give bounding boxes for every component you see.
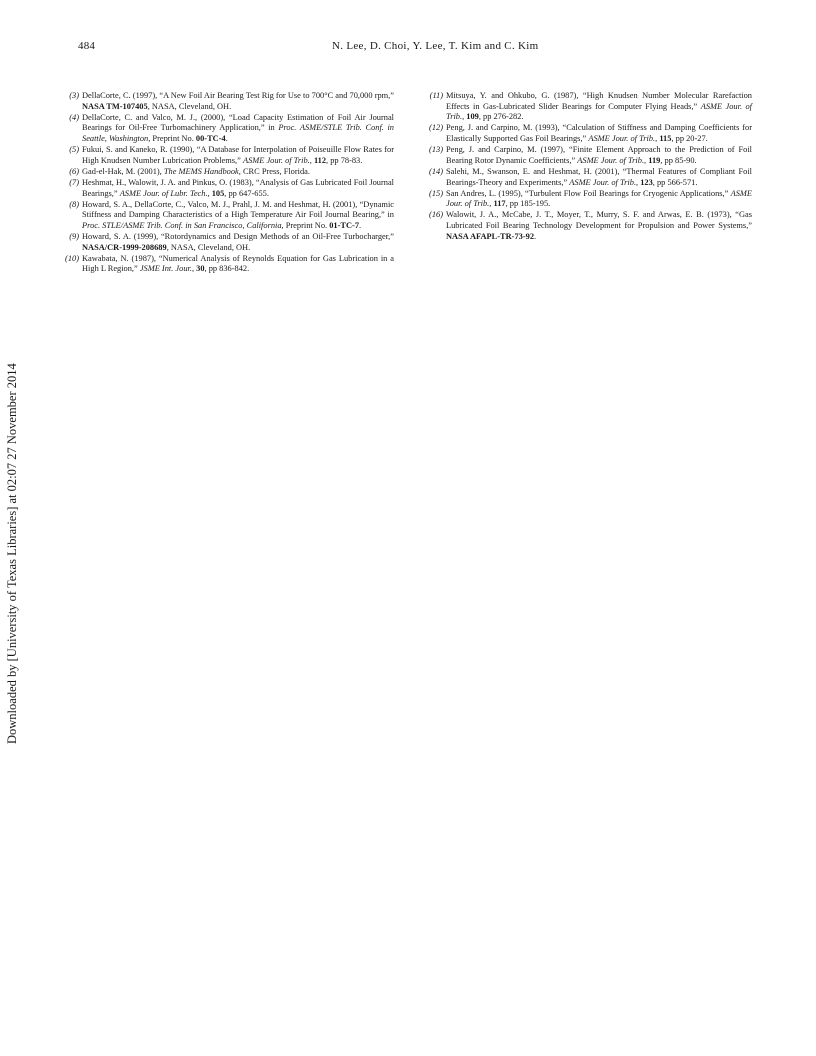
reference-bold-segment: NASA/CR-1999-208689 — [82, 242, 167, 252]
reference-segment: Walowit, J. A., McCabe, J. T., Moyer, T., Murry, S. F. and Arwas, E. B. (1973), “Gas Lubricated Foil Bearing Technology Development for Propulsion and Power Systems,” — [446, 210, 752, 230]
reference-italic-segment: ASME Jour. of Trib. — [446, 101, 752, 122]
reference-segment: , pp 20-27. — [671, 134, 708, 144]
reference-entry — [64, 113, 394, 145]
reference-entry — [416, 91, 752, 123]
references-left-column — [64, 91, 394, 275]
reference-italic-segment: ASME Jour. of Trib. — [577, 155, 645, 165]
reference-number: (15) — [429, 188, 443, 198]
reference-segment: , — [644, 155, 649, 165]
reference-entry — [416, 167, 752, 188]
reference-text — [82, 254, 394, 275]
download-watermark: Downloaded by [University of Texas Libraries] at 02:07 27 November 2014 — [5, 363, 19, 744]
reference-text — [446, 145, 752, 166]
reference-segment: . — [225, 134, 228, 144]
reference-segment: . — [359, 220, 362, 230]
page-number: 484 — [78, 40, 96, 52]
reference-text — [446, 210, 752, 242]
running-head: N. Lee, D. Choi, Y. Lee, T. Kim and C. Kim — [332, 40, 539, 52]
reference-segment: Kawabata, N. (1987), “Numerical Analysis of Reynolds Equation for Gas Lubrication in a High L Region,” — [82, 253, 394, 274]
reference-text — [82, 178, 394, 199]
reference-segment: , pp 85-90. — [660, 155, 697, 165]
reference-text — [446, 189, 752, 210]
reference-number: (6) — [69, 166, 79, 176]
reference-segment: , — [462, 112, 467, 122]
reference-segment: , — [191, 264, 197, 274]
reference-bold-segment: 30 — [196, 264, 205, 274]
reference-segment: , — [489, 199, 494, 209]
reference-text — [82, 91, 394, 112]
reference-segment: , pp 836-842. — [204, 264, 250, 274]
reference-segment: , — [309, 155, 314, 165]
reference-number: (10) — [65, 253, 79, 263]
references-right-column — [416, 91, 752, 243]
reference-number: (7) — [69, 177, 79, 187]
reference-bold-segment: 00-TC-4 — [195, 134, 226, 144]
reference-text — [82, 145, 394, 166]
reference-number: (9) — [69, 231, 79, 241]
reference-entry — [416, 189, 752, 210]
reference-segment: DellaCorte, C. and Valco, M. J., (2000), “Load Capacity Estimation of Foil Air Journal Bearings for Oil-Free Turbomachinery Application,” in — [82, 112, 394, 133]
reference-text — [446, 123, 752, 144]
reference-number: (8) — [69, 199, 79, 209]
reference-segment: . — [534, 231, 537, 241]
reference-segment: , Preprint No. — [148, 134, 196, 144]
reference-bold-segment: 105 — [211, 188, 225, 198]
reference-bold-segment: 115 — [659, 134, 672, 144]
reference-number: (3) — [69, 91, 79, 100]
reference-text — [82, 200, 394, 232]
reference-text — [82, 167, 394, 178]
reference-entry — [64, 167, 394, 178]
reference-italic-segment: ASME Jour. of Trib. — [242, 155, 310, 165]
reference-text — [446, 91, 752, 123]
reference-entry — [64, 145, 394, 166]
reference-text — [446, 167, 752, 188]
reference-italic-segment: ASME Jour. of Lubr. Tech. — [119, 188, 208, 198]
reference-entry — [416, 145, 752, 166]
reference-text — [82, 113, 394, 145]
reference-segment: San Andres, L. (1995), “Turbulent Flow Foil Bearings for Cryogenic Applications,” — [446, 188, 731, 198]
reference-segment: , NASA, Cleveland, OH. — [166, 242, 251, 252]
reference-number: (5) — [69, 145, 79, 155]
reference-entry — [64, 91, 394, 112]
reference-italic-segment: Proc. ASME/STLE Trib. Conf. in Seattle, Washington — [82, 123, 394, 144]
reference-segment: , pp 276-282. — [478, 112, 524, 122]
reference-segment: Salehi, M., Swanson, E. and Heshmat, H. (2001), “Thermal Features of Compliant Foil Bearings-Theory and Experiments,” — [446, 166, 752, 187]
reference-bold-segment: 01-TC-7 — [329, 220, 360, 230]
reference-bold-segment: NASA TM-107405 — [82, 101, 148, 111]
reference-italic-segment: ASME Jour. of Trib. — [588, 134, 656, 144]
reference-segment: , — [207, 188, 212, 198]
reference-italic-segment: JSME Int. Jour. — [139, 264, 192, 274]
reference-entry — [64, 254, 394, 275]
reference-segment: Heshmat, H., Walowit, J. A. and Pinkus, O. (1983), “Analysis of Gas Lubricated Foil Journal Bearings,” — [82, 177, 394, 198]
reference-bold-segment: 109 — [466, 112, 479, 122]
reference-number: (4) — [69, 112, 79, 122]
reference-number: (12) — [429, 123, 443, 133]
reference-bold-segment: 123 — [640, 177, 653, 187]
reference-entry — [64, 178, 394, 199]
reference-bold-segment: NASA AFAPL-TR-73-92 — [446, 231, 535, 241]
reference-number: (14) — [429, 166, 443, 176]
reference-number: (11) — [429, 91, 443, 100]
reference-segment: , pp 78-83. — [326, 155, 363, 165]
reference-bold-segment: 112 — [313, 155, 327, 165]
reference-text — [82, 232, 394, 253]
reference-italic-segment: Proc. STLE/ASME Trib. Conf. in San Francisco, California — [82, 220, 282, 230]
reference-italic-segment: ASME Jour. of Trib. — [446, 188, 752, 209]
reference-segment: , — [636, 177, 641, 187]
reference-segment: , Preprint No. — [281, 220, 330, 230]
reference-entry — [416, 123, 752, 144]
reference-segment: , — [655, 134, 660, 144]
reference-segment: , pp 566-571. — [652, 177, 698, 187]
reference-segment: Fukui, S. and Kaneko, R. (1990), “A Database for Interpolation of Poiseuille Flow Rates for High Knudsen Number Lubrication Problems,” — [82, 145, 394, 165]
reference-bold-segment: 117 — [493, 199, 506, 209]
reference-entry — [416, 210, 752, 242]
reference-segment: , pp 185-195. — [505, 199, 551, 209]
reference-italic-segment: ASME Jour. of Trib. — [569, 177, 637, 187]
reference-bold-segment: 119 — [648, 155, 661, 165]
reference-number: (13) — [429, 145, 443, 155]
reference-segment: Peng, J. and Carpino, M. (1997), “Finite Element Approach to the Prediction of Foil Bearing Rotor Dynamic Coefficients,” — [446, 145, 752, 165]
reference-segment: Mitsuya, Y. and Ohkubo, G. (1987), “High Knudsen Number Molecular Rarefaction Effects in Gas-Lubricated Slider Bearings for Computer Flying Heads,” — [446, 91, 752, 111]
reference-segment: , CRC Press, Florida. — [238, 166, 310, 176]
reference-segment: Gad-el-Hak, M. (2001), — [82, 166, 164, 176]
reference-entry — [64, 200, 394, 232]
reference-segment: , pp 647-655. — [224, 188, 269, 198]
reference-segment: DellaCorte, C. (1997), “A New Foil Air Bearing Test Rig for Use to 700°C and 70,000 rpm,” — [82, 91, 394, 100]
reference-segment: Peng, J. and Carpino, M. (1993), “Calculation of Stiffness and Damping Coefficients for Elastically Supported Gas Foil Bearings,” — [446, 123, 752, 144]
reference-number: (16) — [429, 210, 443, 220]
reference-segment: , NASA, Cleveland, OH. — [147, 101, 232, 111]
reference-segment: Howard, S. A. (1999), “Rotordynamics and Design Methods of an Oil-Free Turbocharger,” — [82, 231, 394, 241]
reference-italic-segment: The MEMS Handbook — [163, 166, 239, 176]
reference-entry — [64, 232, 394, 253]
reference-segment: Howard, S. A., DellaCorte, C., Valco, M. J., Prahl, J. M. and Heshmat, H. (2001), “Dynamic Stiffness and Damping Characteristics of a High Temperature Air Foil Journal Bearing,” in — [82, 199, 394, 220]
